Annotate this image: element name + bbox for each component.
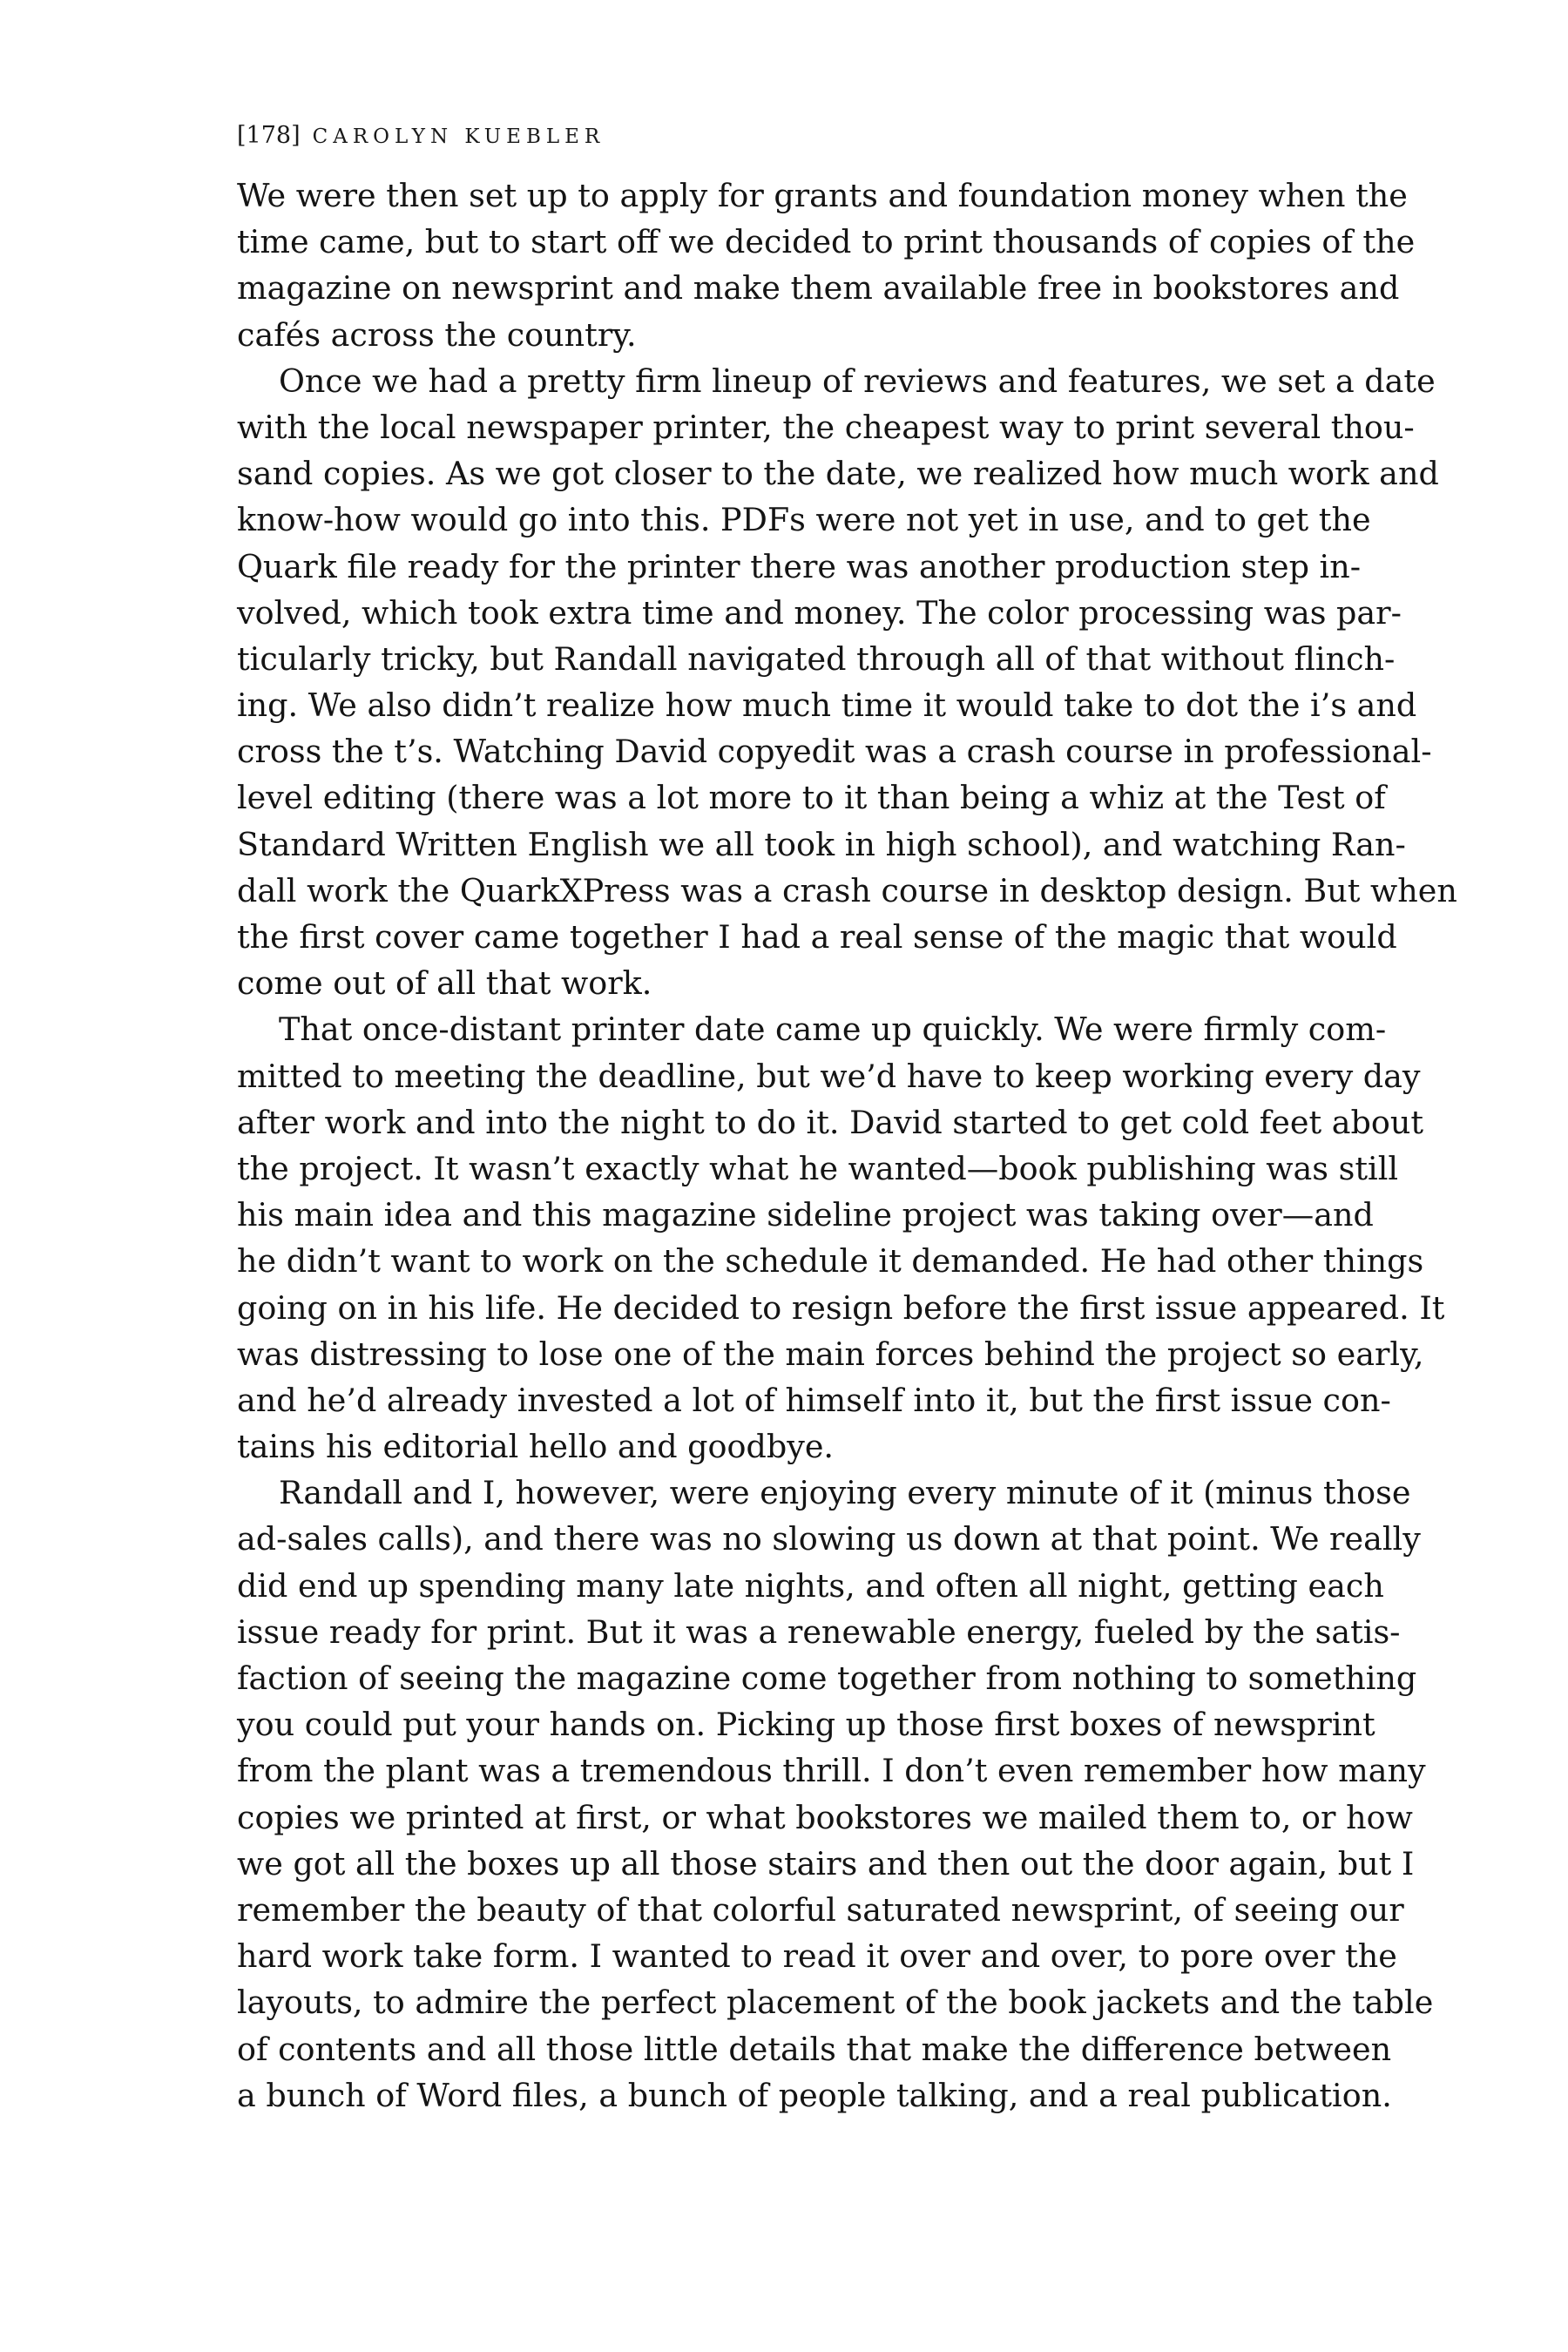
- text-line: going on in his life. He decided to resign before the first issue appeared. It: [237, 1288, 1445, 1327]
- text-line: mitted to meeting the deadline, but we’d have to keep working every day: [237, 1057, 1421, 1095]
- text-line: We were then set up to apply for grants and foundation money when the: [237, 177, 1408, 214]
- text-line: and he’d already invested a lot of himself into it, but the first issue con-: [237, 1381, 1391, 1419]
- text-line: volved, which took extra time and money. The color processing was par-: [237, 593, 1402, 632]
- text-line: you could put your hands on. Picking up those first boxes of newsprint: [237, 1706, 1375, 1744]
- text-line: ad-sales calls), and there was no slowing us down at that point. We really: [237, 1520, 1421, 1558]
- text-line: level editing (there was a lot more to it than being a whiz at the Test of: [237, 779, 1386, 817]
- text-line: Randall and I, however, were enjoying every minute of it (minus those: [279, 1474, 1411, 1512]
- text-line: remember the beauty of that colorful saturated newsprint, of seeing our: [237, 1890, 1404, 1929]
- text-line: know-how would go into this. PDFs were not yet in use, and to get the: [237, 501, 1371, 539]
- text-line: Standard Written English we all took in high school), and watching Ran-: [237, 825, 1406, 863]
- text-line: Once we had a pretty firm lineup of reviews and features, we set a date: [279, 362, 1436, 400]
- text-line: was distressing to lose one of the main forces behind the project so early,: [237, 1335, 1424, 1373]
- text-line: magazine on newsprint and make them available free in bookstores and: [237, 269, 1400, 308]
- text-line: his main idea and this magazine sideline project was taking over—and: [237, 1196, 1374, 1234]
- text-line: faction of seeing the magazine come together from nothing to something: [237, 1659, 1417, 1697]
- text-line: after work and into the night to do it. David started to get cold feet about: [237, 1103, 1423, 1141]
- text-line: ticularly tricky, but Randall navigated through all of that without flinch-: [237, 639, 1396, 678]
- text-line: he didn’t want to work on the schedule it demanded. He had other things: [237, 1242, 1424, 1281]
- text-line: come out of all that work.: [237, 964, 652, 1003]
- text-line: sand copies. As we got closer to the date, we realized how much work and: [237, 455, 1439, 493]
- text-line: copies we printed at first, or what bookstores we mailed them to, or how: [237, 1798, 1413, 1836]
- running-head: [237, 122, 605, 149]
- text-line: a bunch of Word files, a bunch of people talking, and a real publication.: [237, 2076, 1392, 2114]
- text-line: issue ready for print. But it was a renewable energy, fueled by the satis-: [237, 1612, 1401, 1651]
- body-text: [237, 172, 1457, 2119]
- text-line: we got all the boxes up all those stairs and then out the door again, but I: [237, 1844, 1415, 1882]
- text-line: cafés across the country.: [237, 315, 637, 354]
- text-line: the first cover came together I had a real sense of the magic that would: [237, 918, 1397, 956]
- text-line: layouts, to admire the perfect placement of the book jackets and the table: [237, 1984, 1434, 2022]
- running-head-author: CAROLYN KUEBLER: [312, 125, 605, 148]
- text-line: Quark file ready for the printer there was another production step in-: [237, 547, 1362, 585]
- text-line: cross the t’s. Watching David copyedit was a crash course in professional-: [237, 733, 1432, 771]
- text-line: from the plant was a tremendous thrill. I don’t even remember how many: [237, 1752, 1426, 1790]
- paragraph: [237, 1006, 1445, 1470]
- paragraph: [237, 172, 1416, 358]
- text-line: dall work the QuarkXPress was a crash course in desktop design. But when: [237, 871, 1457, 909]
- text-line: hard work take form. I wanted to read it over and over, to pore over the: [237, 1937, 1397, 1976]
- text-line: of contents and all those little details that make the difference between: [237, 2030, 1392, 2068]
- text-line: That once-distant printer date came up quickly. We were firmly com-: [279, 1010, 1387, 1049]
- text-line: with the local newspaper printer, the cheapest way to print several thou-: [237, 408, 1415, 446]
- paragraph: [237, 358, 1457, 1007]
- text-line: tains his editorial hello and goodbye.: [237, 1428, 835, 1466]
- paragraph: [237, 1470, 1434, 2119]
- text-line: ing. We also didn’t realize how much time it would take to dot the i’s and: [237, 686, 1417, 725]
- text-line: time came, but to start off we decided to print thousands of copies of the: [237, 223, 1416, 261]
- page-number: [178]: [237, 122, 301, 149]
- text-line: did end up spending many late nights, and often all night, getting each: [237, 1566, 1384, 1605]
- text-line: the project. It wasn’t exactly what he wanted—book publishing was still: [237, 1149, 1399, 1187]
